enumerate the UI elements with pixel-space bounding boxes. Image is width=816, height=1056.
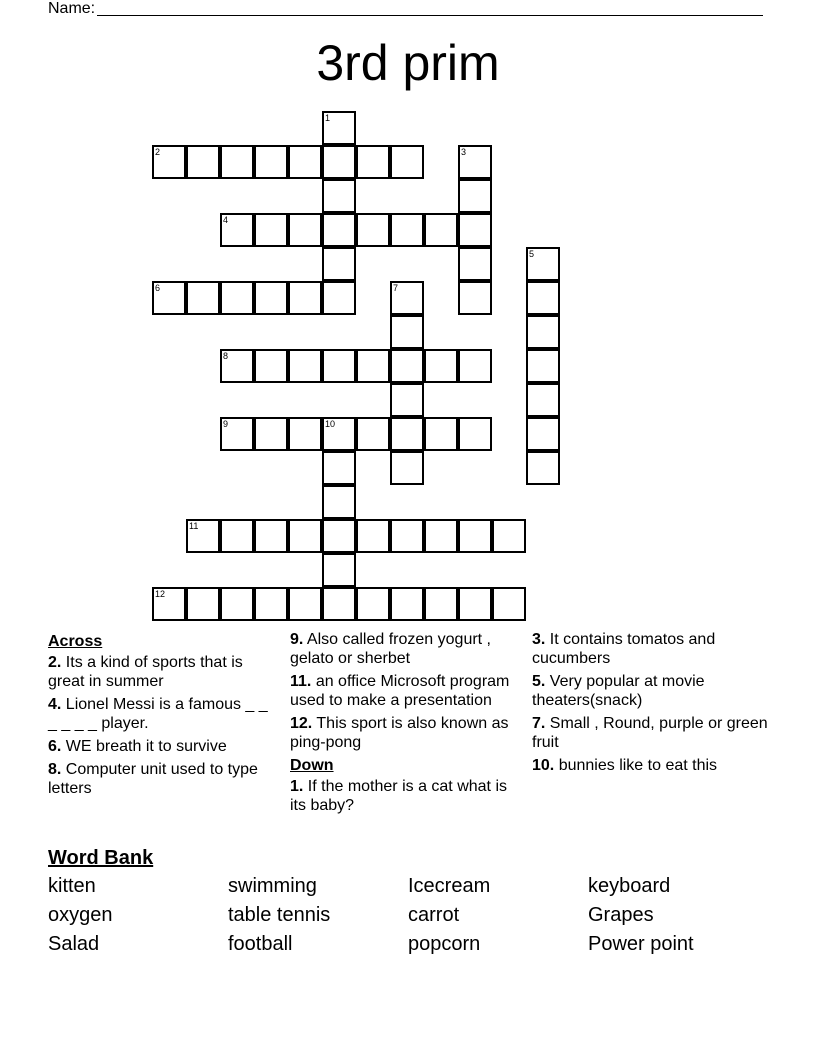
crossword-cell[interactable] — [356, 349, 390, 383]
word-bank-item: kitten — [48, 875, 96, 897]
crossword-cell[interactable] — [288, 145, 322, 179]
crossword-cell[interactable] — [390, 451, 424, 485]
crossword-cell[interactable] — [356, 145, 390, 179]
crossword-cell[interactable] — [390, 213, 424, 247]
crossword-cell[interactable] — [288, 417, 322, 451]
crossword-cell[interactable] — [390, 145, 424, 179]
crossword-cell[interactable] — [186, 145, 220, 179]
crossword-cell[interactable] — [458, 519, 492, 553]
cell-number: 11 — [189, 521, 199, 531]
clues-column-3 — [532, 630, 772, 779]
crossword-cell[interactable] — [186, 587, 220, 621]
clue-across-4: 4. Lionel Messi is a famous _ _ _ _ _ _ player. — [48, 696, 268, 732]
cell-number: 1 — [325, 113, 331, 123]
crossword-cell[interactable] — [254, 417, 288, 451]
crossword-cell[interactable] — [390, 519, 424, 553]
clue-across-2: 2. Its a kind of sports that is great in summer — [48, 654, 243, 690]
cell-number: 8 — [223, 351, 229, 361]
crossword-cell[interactable] — [220, 519, 254, 553]
crossword-cell[interactable] — [288, 519, 322, 553]
crossword-cell[interactable] — [288, 213, 322, 247]
cell-number: 12 — [155, 589, 166, 599]
clue-down-1: 1. If the mother is a cat what is its baby? — [290, 778, 507, 814]
crossword-cell[interactable] — [356, 587, 390, 621]
crossword-cell[interactable] — [322, 111, 356, 145]
crossword-cell[interactable] — [220, 213, 254, 247]
clue-across-11: 11. an office Microsoft program used to make a presentation — [290, 673, 510, 709]
crossword-cell[interactable] — [220, 417, 254, 451]
crossword-cell[interactable] — [526, 281, 560, 315]
crossword-cell[interactable] — [424, 213, 458, 247]
crossword-cell[interactable] — [390, 281, 424, 315]
cell-number: 5 — [529, 249, 535, 259]
crossword-cell[interactable] — [390, 315, 424, 349]
clue-down-3: 3. It contains tomatos and cucumbers — [532, 631, 716, 667]
crossword-cell[interactable] — [458, 179, 492, 213]
crossword-cell[interactable] — [424, 417, 458, 451]
crossword-cell[interactable] — [186, 281, 220, 315]
crossword-cell[interactable] — [458, 587, 492, 621]
crossword-cell[interactable] — [390, 587, 424, 621]
crossword-cell[interactable] — [458, 281, 492, 315]
crossword-cell[interactable] — [526, 349, 560, 383]
clues-column-1 — [48, 630, 273, 802]
crossword-cell[interactable] — [254, 213, 288, 247]
crossword-cell[interactable] — [458, 145, 492, 179]
crossword-cell[interactable] — [254, 281, 288, 315]
word-bank-item: carrot — [408, 904, 460, 926]
crossword-cell[interactable] — [220, 145, 254, 179]
crossword-cell[interactable] — [424, 587, 458, 621]
word-bank-item: Icecream — [408, 875, 491, 897]
name-label: Name: — [48, 0, 96, 17]
crossword-cell[interactable] — [254, 519, 288, 553]
cell-number: 10 — [325, 419, 336, 429]
crossword-cell[interactable] — [152, 145, 186, 179]
crossword-cell[interactable] — [322, 281, 356, 315]
crossword-cell[interactable] — [526, 383, 560, 417]
clue-across-8: 8. Computer unit used to type letters — [48, 761, 258, 797]
word-bank-item: popcorn — [408, 933, 481, 955]
crossword-cell[interactable] — [526, 417, 560, 451]
cell-number: 2 — [155, 147, 161, 157]
crossword-cell[interactable] — [322, 145, 356, 179]
cell-number: 9 — [223, 419, 229, 429]
crossword-cell[interactable] — [220, 587, 254, 621]
clue-down-7: 7. Small , Round, purple or green fruit — [532, 715, 768, 751]
crossword-cell[interactable] — [322, 485, 356, 519]
crossword-cell[interactable] — [492, 587, 526, 621]
crossword-cell[interactable] — [288, 587, 322, 621]
crossword-cell[interactable] — [458, 349, 492, 383]
down-heading: Down — [290, 757, 334, 774]
cell-number: 7 — [393, 283, 399, 293]
word-bank-item: Power point — [588, 933, 694, 955]
crossword-cell[interactable] — [492, 519, 526, 553]
across-heading: Across — [48, 633, 103, 650]
crossword-cell[interactable] — [526, 451, 560, 485]
crossword-cell[interactable] — [322, 587, 356, 621]
crossword-cell[interactable] — [322, 213, 356, 247]
crossword-cell[interactable] — [152, 587, 186, 621]
crossword-cell[interactable] — [322, 553, 356, 587]
crossword-cell[interactable] — [254, 587, 288, 621]
crossword-cell[interactable] — [254, 145, 288, 179]
word-bank-item: oxygen — [48, 904, 113, 926]
page-title: 3rd prim — [316, 35, 500, 91]
clue-across-6: 6. WE breath it to survive — [48, 738, 227, 755]
word-bank-title: Word Bank — [48, 847, 154, 869]
crossword-cell[interactable] — [458, 417, 492, 451]
word-bank-item: keyboard — [588, 875, 671, 897]
word-bank-item: table tennis — [228, 904, 331, 926]
word-bank-item: Grapes — [588, 904, 654, 926]
word-bank-item: football — [228, 933, 293, 955]
crossword-cell[interactable] — [322, 179, 356, 213]
crossword-cell[interactable] — [424, 349, 458, 383]
crossword-cell[interactable] — [220, 281, 254, 315]
crossword-cell[interactable] — [526, 247, 560, 281]
crossword-cell[interactable] — [390, 383, 424, 417]
word-bank — [48, 872, 768, 959]
clue-down-10: 10. bunnies like to eat this — [532, 757, 718, 774]
crossword-cell[interactable] — [424, 519, 458, 553]
crossword-cell[interactable] — [356, 213, 390, 247]
crossword-cell[interactable] — [356, 417, 390, 451]
crossword-cell[interactable] — [322, 247, 356, 281]
crossword-cell[interactable] — [322, 519, 356, 553]
clue-across-12: 12. This sport is also known as ping-pong — [290, 715, 509, 751]
crossword-cell[interactable] — [390, 349, 424, 383]
crossword-cell[interactable] — [288, 281, 322, 315]
crossword-cell[interactable] — [458, 247, 492, 281]
crossword-cell[interactable] — [390, 417, 424, 451]
crossword-cell[interactable] — [254, 349, 288, 383]
crossword-cell[interactable] — [322, 349, 356, 383]
cell-number: 6 — [155, 283, 161, 293]
clue-down-5: 5. Very popular at movie theaters(snack) — [532, 673, 705, 709]
crossword-cell[interactable] — [288, 349, 322, 383]
crossword-cell[interactable] — [220, 349, 254, 383]
crossword-cell[interactable] — [186, 519, 220, 553]
clue-across-9: 9. Also called frozen yogurt , gelato or sherbet — [290, 631, 491, 667]
crossword-cell[interactable] — [322, 417, 356, 451]
word-bank-item: swimming — [228, 875, 317, 897]
cell-number: 4 — [223, 215, 229, 225]
crossword-cell[interactable] — [356, 519, 390, 553]
crossword-cell[interactable] — [458, 213, 492, 247]
clues-column-2 — [290, 630, 515, 819]
cell-number: 3 — [461, 147, 467, 157]
word-bank-item: Salad — [48, 933, 100, 955]
crossword-cell[interactable] — [322, 451, 356, 485]
crossword-cell[interactable] — [526, 315, 560, 349]
crossword-cell[interactable] — [152, 281, 186, 315]
